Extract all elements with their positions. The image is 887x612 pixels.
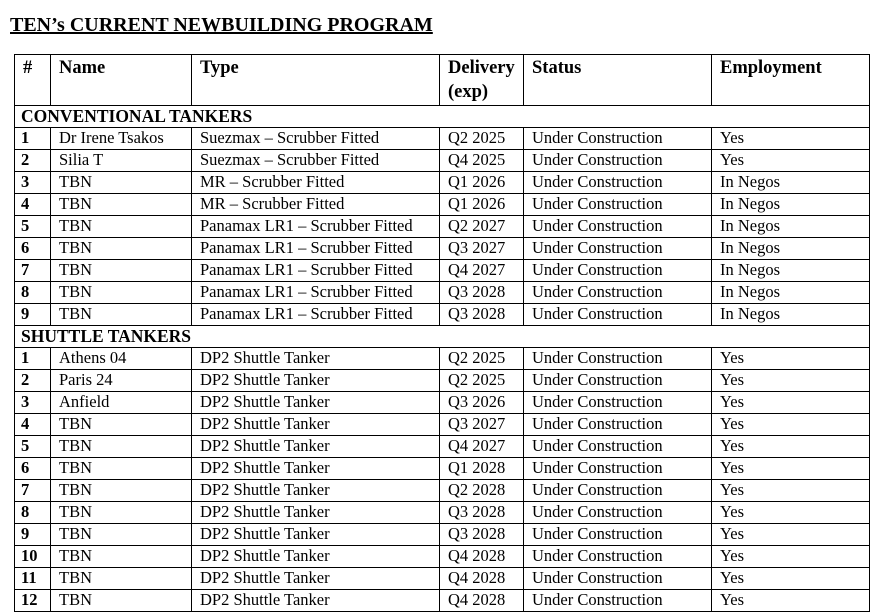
cell-status: Under Construction [524,524,712,546]
cell-type: Panamax LR1 – Scrubber Fitted [192,304,440,326]
header-delivery-line2: (exp) [448,82,489,102]
cell-status: Under Construction [524,194,712,216]
cell-name: TBN [51,238,192,260]
cell-delivery: Q2 2025 [440,370,524,392]
cell-name: TBN [51,172,192,194]
cell-delivery: Q4 2025 [440,150,524,172]
cell-delivery: Q4 2028 [440,546,524,568]
cell-status: Under Construction [524,304,712,326]
cell-num: 1 [15,348,51,370]
cell-num: 1 [15,128,51,150]
cell-type: DP2 Shuttle Tanker [192,458,440,480]
cell-delivery: Q3 2026 [440,392,524,414]
cell-delivery: Q4 2028 [440,568,524,590]
section-title: SHUTTLE TANKERS [15,326,870,348]
cell-status: Under Construction [524,414,712,436]
cell-num: 7 [15,480,51,502]
cell-type: DP2 Shuttle Tanker [192,524,440,546]
cell-employment: In Negos [712,260,870,282]
cell-employment: Yes [712,392,870,414]
table-row [15,502,870,524]
header-employment: Employment [712,55,870,106]
cell-num: 6 [15,238,51,260]
header-row [15,55,870,106]
table-row [15,128,870,150]
table-row [15,194,870,216]
table-row [15,150,870,172]
cell-status: Under Construction [524,128,712,150]
table-row [15,216,870,238]
cell-employment: In Negos [712,282,870,304]
cell-status: Under Construction [524,282,712,304]
cell-type: DP2 Shuttle Tanker [192,568,440,590]
table-row [15,348,870,370]
cell-delivery: Q3 2028 [440,502,524,524]
cell-employment: Yes [712,370,870,392]
cell-status: Under Construction [524,150,712,172]
cell-delivery: Q2 2028 [440,480,524,502]
cell-name: TBN [51,414,192,436]
cell-employment: Yes [712,458,870,480]
table-row [15,304,870,326]
cell-num: 4 [15,194,51,216]
cell-name: TBN [51,568,192,590]
cell-employment: Yes [712,546,870,568]
cell-employment: Yes [712,436,870,458]
header-num: # [15,55,51,106]
cell-num: 7 [15,260,51,282]
cell-name: TBN [51,216,192,238]
table-row [15,546,870,568]
cell-delivery: Q3 2027 [440,238,524,260]
table-row [15,392,870,414]
cell-delivery: Q1 2028 [440,458,524,480]
cell-status: Under Construction [524,260,712,282]
cell-type: Suezmax – Scrubber Fitted [192,128,440,150]
header-name: Name [51,55,192,106]
cell-status: Under Construction [524,436,712,458]
cell-status: Under Construction [524,216,712,238]
header-delivery [440,55,524,106]
cell-num: 4 [15,414,51,436]
cell-type: DP2 Shuttle Tanker [192,590,440,612]
cell-type: DP2 Shuttle Tanker [192,370,440,392]
cell-type: DP2 Shuttle Tanker [192,436,440,458]
cell-name: TBN [51,260,192,282]
cell-name: Athens 04 [51,348,192,370]
cell-num: 12 [15,590,51,612]
cell-delivery: Q4 2028 [440,590,524,612]
cell-employment: Yes [712,590,870,612]
table-body [15,106,870,612]
cell-status: Under Construction [524,546,712,568]
cell-employment: In Negos [712,172,870,194]
cell-employment: Yes [712,128,870,150]
section-row [15,326,870,348]
cell-num: 6 [15,458,51,480]
cell-name: TBN [51,590,192,612]
cell-employment: In Negos [712,304,870,326]
cell-name: TBN [51,194,192,216]
cell-name: TBN [51,546,192,568]
cell-status: Under Construction [524,568,712,590]
cell-delivery: Q1 2026 [440,172,524,194]
cell-employment: Yes [712,348,870,370]
cell-status: Under Construction [524,172,712,194]
cell-status: Under Construction [524,238,712,260]
cell-employment: In Negos [712,194,870,216]
cell-num: 8 [15,282,51,304]
cell-name: Dr Irene Tsakos [51,128,192,150]
cell-name: Anfield [51,392,192,414]
cell-delivery: Q2 2027 [440,216,524,238]
cell-delivery: Q3 2028 [440,524,524,546]
cell-type: DP2 Shuttle Tanker [192,546,440,568]
cell-delivery: Q4 2027 [440,436,524,458]
cell-type: MR – Scrubber Fitted [192,194,440,216]
table-row [15,568,870,590]
cell-type: DP2 Shuttle Tanker [192,392,440,414]
cell-type: DP2 Shuttle Tanker [192,480,440,502]
cell-status: Under Construction [524,590,712,612]
cell-name: TBN [51,436,192,458]
table-row [15,458,870,480]
cell-employment: Yes [712,568,870,590]
section-row [15,106,870,128]
cell-delivery: Q4 2027 [440,260,524,282]
cell-type: Panamax LR1 – Scrubber Fitted [192,260,440,282]
cell-employment: In Negos [712,216,870,238]
cell-name: TBN [51,458,192,480]
cell-num: 5 [15,216,51,238]
newbuilding-program-table [14,54,870,612]
table-row [15,590,870,612]
table-row [15,370,870,392]
cell-type: Panamax LR1 – Scrubber Fitted [192,216,440,238]
table-row [15,436,870,458]
cell-num: 3 [15,172,51,194]
cell-name: TBN [51,282,192,304]
cell-num: 8 [15,502,51,524]
table-row [15,282,870,304]
cell-name: TBN [51,480,192,502]
cell-delivery: Q2 2025 [440,348,524,370]
cell-employment: Yes [712,524,870,546]
cell-type: DP2 Shuttle Tanker [192,502,440,524]
table-row [15,172,870,194]
cell-delivery: Q2 2025 [440,128,524,150]
cell-num: 9 [15,524,51,546]
table-row [15,524,870,546]
cell-delivery: Q1 2026 [440,194,524,216]
cell-type: DP2 Shuttle Tanker [192,348,440,370]
table-row [15,414,870,436]
cell-delivery: Q3 2028 [440,304,524,326]
cell-name: Paris 24 [51,370,192,392]
header-type: Type [192,55,440,106]
cell-employment: Yes [712,414,870,436]
cell-delivery: Q3 2027 [440,414,524,436]
cell-type: DP2 Shuttle Tanker [192,414,440,436]
cell-status: Under Construction [524,502,712,524]
cell-employment: Yes [712,150,870,172]
cell-type: MR – Scrubber Fitted [192,172,440,194]
cell-num: 3 [15,392,51,414]
cell-name: TBN [51,524,192,546]
cell-delivery: Q3 2028 [440,282,524,304]
table-row [15,480,870,502]
cell-num: 5 [15,436,51,458]
cell-status: Under Construction [524,480,712,502]
cell-employment: In Negos [712,238,870,260]
section-title: CONVENTIONAL TANKERS [15,106,870,128]
header-status: Status [524,55,712,106]
cell-status: Under Construction [524,458,712,480]
table-row [15,260,870,282]
cell-num: 2 [15,150,51,172]
cell-type: Panamax LR1 – Scrubber Fitted [192,238,440,260]
header-delivery-line1: Delivery [448,58,515,78]
cell-num: 10 [15,546,51,568]
cell-type: Suezmax – Scrubber Fitted [192,150,440,172]
cell-type: Panamax LR1 – Scrubber Fitted [192,282,440,304]
cell-status: Under Construction [524,392,712,414]
cell-num: 9 [15,304,51,326]
cell-num: 2 [15,370,51,392]
cell-num: 11 [15,568,51,590]
page-title: TEN’s CURRENT NEWBUILDING PROGRAM [10,14,433,36]
cell-name: TBN [51,502,192,524]
cell-name: TBN [51,304,192,326]
cell-employment: Yes [712,502,870,524]
cell-status: Under Construction [524,348,712,370]
cell-employment: Yes [712,480,870,502]
cell-name: Silia T [51,150,192,172]
cell-status: Under Construction [524,370,712,392]
table-row [15,238,870,260]
